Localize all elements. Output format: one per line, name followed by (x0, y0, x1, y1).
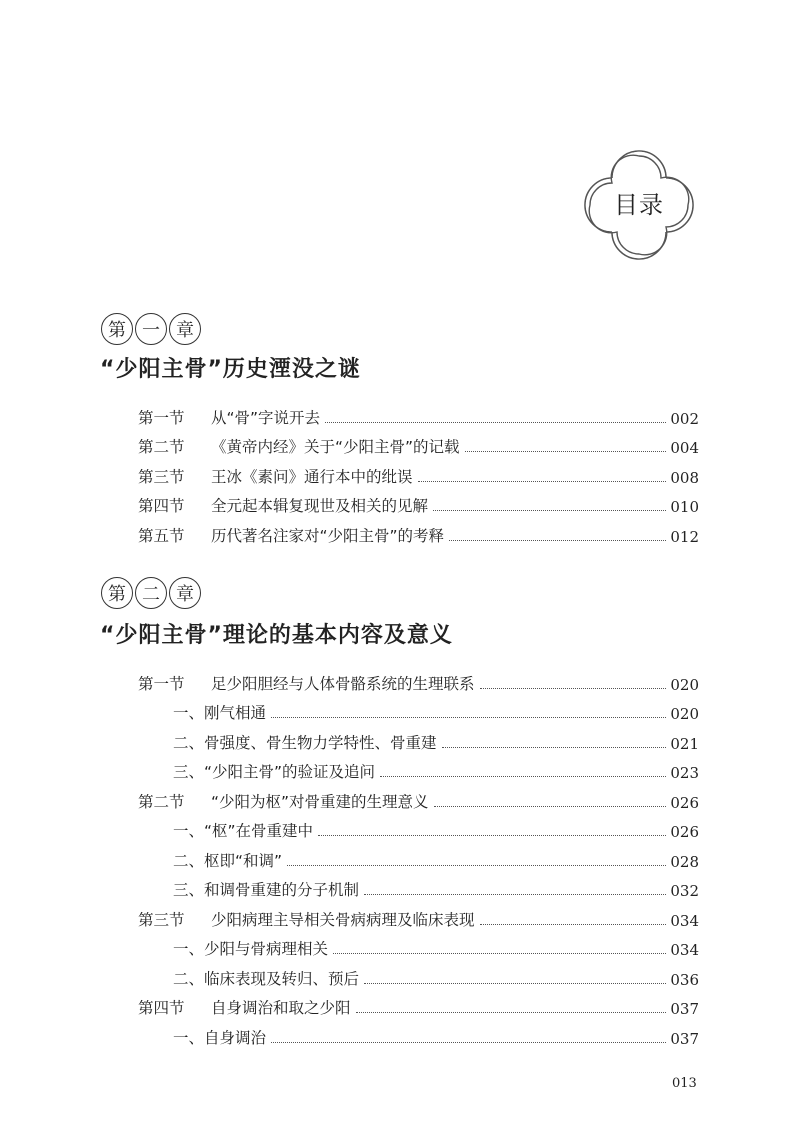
page-number: 010 (670, 498, 699, 516)
chapter-label-char: 章 (169, 577, 201, 609)
entry-title: 一、少阳与骨病理相关 (173, 940, 329, 958)
toc-subentry[interactable] (173, 967, 699, 989)
page-number: 021 (670, 735, 699, 753)
toc-subentry[interactable] (173, 819, 699, 841)
page-number: 037 (670, 1000, 699, 1018)
dot-leader (364, 894, 666, 895)
dot-leader (333, 953, 666, 954)
dot-leader (287, 865, 666, 866)
toc-badge (580, 146, 698, 264)
page-number: 026 (670, 823, 699, 841)
chapter-1-label (101, 313, 201, 349)
section-number: 第三节 (138, 911, 185, 929)
chapter-2-title: “少阳主骨”理论的基本内容及意义 (100, 623, 453, 648)
dot-leader (356, 1012, 667, 1013)
chapter-label-char: 第 (101, 577, 133, 609)
dot-leader (418, 481, 667, 482)
entry-title: 一、自身调治 (173, 1029, 267, 1047)
toc-subentry[interactable] (173, 878, 699, 900)
page-number: 026 (670, 794, 699, 812)
chapter-label-char: 二 (135, 577, 167, 609)
chapter-label-char: 一 (135, 313, 167, 345)
section-number: 第二节 (138, 438, 185, 456)
page-number: 004 (670, 439, 699, 457)
dot-leader (271, 1042, 666, 1043)
toc-entry[interactable] (138, 435, 699, 457)
page-number: 028 (670, 853, 699, 871)
toc-subentry[interactable] (173, 937, 699, 959)
toc-entry[interactable] (138, 996, 699, 1018)
toc-entry[interactable] (138, 790, 699, 812)
chapter-label-char: 章 (169, 313, 201, 345)
section-number: 第三节 (138, 468, 185, 486)
section-number: 第四节 (138, 497, 185, 515)
dot-leader (434, 806, 667, 807)
toc-subentry[interactable] (173, 701, 699, 723)
dot-leader (442, 747, 667, 748)
toc-entry[interactable] (138, 524, 699, 546)
page-number: 023 (670, 764, 699, 782)
toc-subentry[interactable] (173, 760, 699, 782)
section-number: 第一节 (138, 675, 185, 693)
chapter-2-label (101, 577, 201, 613)
entry-title: 王冰《素问》通行本中的纰误 (211, 468, 413, 486)
entry-title: 自身调治和取之少阳 (211, 999, 351, 1017)
page-number: 034 (670, 912, 699, 930)
toc-entry[interactable] (138, 908, 699, 930)
dot-leader (480, 924, 667, 925)
page-number: 034 (670, 941, 699, 959)
page-number: 008 (670, 469, 699, 487)
chapter-1-title: “少阳主骨”历史湮没之谜 (100, 357, 361, 382)
dot-leader (449, 540, 666, 541)
entry-title: 三、“少阳主骨”的验证及追问 (173, 763, 376, 781)
page-number: 032 (670, 882, 699, 900)
chapter-label-char: 第 (101, 313, 133, 345)
entry-title: 从“骨”字说开去 (211, 409, 321, 427)
dot-leader (380, 776, 666, 777)
entry-title: 全元起本辑复现世及相关的见解 (211, 497, 429, 515)
toc-subentry[interactable] (173, 849, 699, 871)
toc-entry[interactable] (138, 406, 699, 428)
dot-leader (364, 983, 666, 984)
entry-title: 《黄帝内经》关于“少阳主骨”的记载 (211, 438, 460, 456)
page-number: 020 (670, 676, 699, 694)
entry-title: 少阳病理主导相关骨病病理及临床表现 (211, 911, 475, 929)
page-number: 020 (670, 705, 699, 723)
section-number: 第一节 (138, 409, 185, 427)
entry-title: 足少阳胆经与人体骨骼系统的生理联系 (211, 675, 475, 693)
entry-title: 三、和调骨重建的分子机制 (173, 881, 360, 899)
toc-entry[interactable] (138, 494, 699, 516)
page-number: 036 (670, 971, 699, 989)
entry-title: 二、临床表现及转归、预后 (173, 970, 360, 988)
folio-page-number: 013 (672, 1076, 697, 1091)
page-number: 002 (670, 410, 699, 428)
toc-subentry[interactable] (173, 1026, 699, 1048)
section-number: 第二节 (138, 793, 185, 811)
entry-title: 一、刚气相通 (173, 704, 267, 722)
entry-title: 二、骨强度、骨生物力学特性、骨重建 (173, 734, 437, 752)
toc-entry[interactable] (138, 672, 699, 694)
toc-title: 目录 (614, 191, 664, 219)
entry-title: 二、枢即“和调” (173, 852, 283, 870)
page-number: 037 (670, 1030, 699, 1048)
dot-leader (318, 835, 666, 836)
entry-title: 历代著名注家对“少阳主骨”的考释 (211, 527, 445, 545)
page-number: 012 (670, 528, 699, 546)
section-number: 第四节 (138, 999, 185, 1017)
entry-title: 一、“枢”在骨重建中 (173, 822, 314, 840)
dot-leader (465, 451, 667, 452)
toc-entry[interactable] (138, 465, 699, 487)
dot-leader (271, 717, 666, 718)
dot-leader (433, 510, 666, 511)
toc-subentry[interactable] (173, 731, 699, 753)
section-number: 第五节 (138, 527, 185, 545)
dot-leader (480, 688, 667, 689)
entry-title: “少阳为枢”对骨重建的生理意义 (211, 793, 429, 811)
dot-leader (325, 422, 666, 423)
